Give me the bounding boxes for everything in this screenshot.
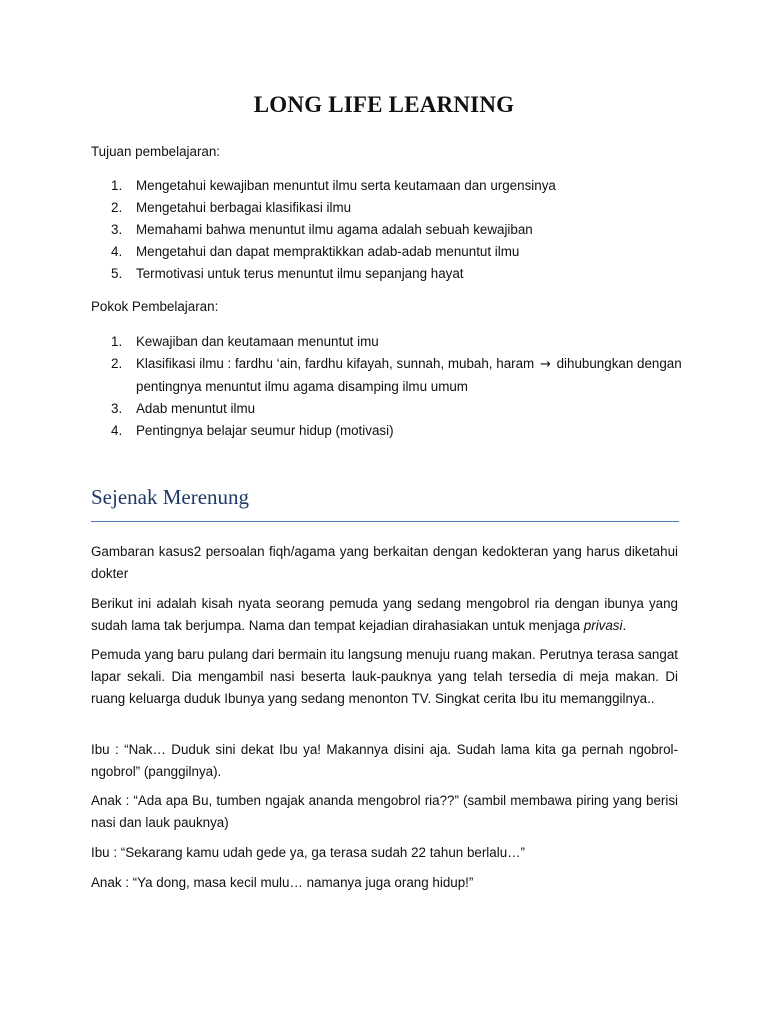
list-item	[91, 263, 691, 285]
list-item-number: 1.	[111, 178, 123, 193]
list-item-number: 1.	[111, 334, 123, 349]
list-item-text: Kewajiban dan keutamaan menuntut imu	[136, 334, 379, 349]
paragraph-intro: Gambaran kasus2 persoalan fiqh/agama yang berkaitan dengan kedokteran yang harus diketahui dokter	[91, 544, 678, 581]
dialogue-line: Anak : “Ya dong, masa kecil mulu… namanya juga orang hidup!”	[91, 875, 474, 890]
list-item-number: 2.	[111, 200, 123, 215]
list-item	[91, 398, 691, 420]
list-item-text: Memahami bahwa menuntut ilmu agama adalah sebuah kewajiban	[136, 222, 533, 237]
topics-list	[91, 331, 691, 442]
list-item	[91, 241, 691, 263]
dialogue-line: Ibu : “Nak… Duduk sini dekat Ibu ya! Makannya disini aja. Sudah lama kita ga pernah ngobrol-ngobrol” (panggilnya).	[91, 742, 678, 779]
topics-label: Pokok Pembelajaran:	[91, 299, 219, 314]
italic-word: privasi	[583, 618, 623, 633]
section-divider	[91, 521, 679, 522]
section-heading: Sejenak Merenung	[91, 485, 250, 509]
list-item-number: 4.	[111, 244, 123, 259]
paragraph-story-intro	[91, 593, 678, 637]
list-item	[91, 175, 691, 197]
document-title: LONG LIFE LEARNING	[253, 92, 515, 117]
list-item-number: 5.	[111, 266, 123, 281]
list-item-text: Termotivasi untuk terus menuntut ilmu sepanjang hayat	[136, 266, 464, 281]
dialogue-line: Anak : “Ada apa Bu, tumben ngajak ananda mengobrol ria??” (sambil membawa piring yang berisi nasi dan lauk pauknya)	[91, 793, 678, 830]
list-item-number: 2.	[111, 356, 123, 371]
list-item-text: Pentingnya belajar seumur hidup (motivasi)	[136, 423, 394, 438]
list-item-text: Mengetahui berbagai klasifikasi ilmu	[136, 200, 352, 215]
list-item-text: Mengetahui kewajiban menuntut ilmu serta keutamaan dan urgensinya	[136, 178, 556, 193]
list-item-text: Adab menuntut ilmu	[136, 401, 256, 416]
paragraph-narrative: Pemuda yang baru pulang dari bermain itu langsung menuju ruang makan. Perutnya terasa sangat lapar sekali. Dia mengambil nasi beserta lauk-pauknya yang telah tersedia di meja makan. Di ruang keluarga duduk Ibunya yang sedang menonton TV. Singkat cerita Ibu itu memanggilnya..	[91, 647, 678, 706]
list-item-number: 4.	[111, 423, 123, 438]
list-item-text-continued: dihubungkan dengan pentingnya menuntut ilmu agama disamping ilmu umum	[136, 356, 682, 394]
list-item	[91, 353, 691, 398]
list-item-number: 3.	[111, 222, 123, 237]
list-item-number: 3.	[111, 401, 123, 416]
list-item	[91, 219, 691, 241]
dialogue-line: Ibu : “Sekarang kamu udah gede ya, ga terasa sudah 22 tahun berlalu…”	[91, 845, 525, 860]
list-item	[91, 197, 691, 219]
list-item	[91, 420, 691, 442]
list-item-text: Klasifikasi ilmu : fardhu ‘ain, fardhu kifayah, sunnah, mubah, haram	[136, 356, 535, 371]
right-arrow-icon: →	[539, 357, 551, 372]
list-item-text: Mengetahui dan dapat mempraktikkan adab-adab menuntut ilmu	[136, 244, 520, 259]
list-item	[91, 331, 691, 353]
objectives-list	[91, 175, 691, 285]
objectives-label: Tujuan pembelajaran:	[91, 144, 221, 159]
paragraph-end: .	[622, 618, 627, 633]
paragraph-text: Berikut ini adalah kisah nyata seorang pemuda yang sedang mengobrol ria dengan ibunya yang sudah lama tak berjumpa. Nama dan tempat kejadian dirahasiakan untuk menjaga	[91, 596, 678, 633]
